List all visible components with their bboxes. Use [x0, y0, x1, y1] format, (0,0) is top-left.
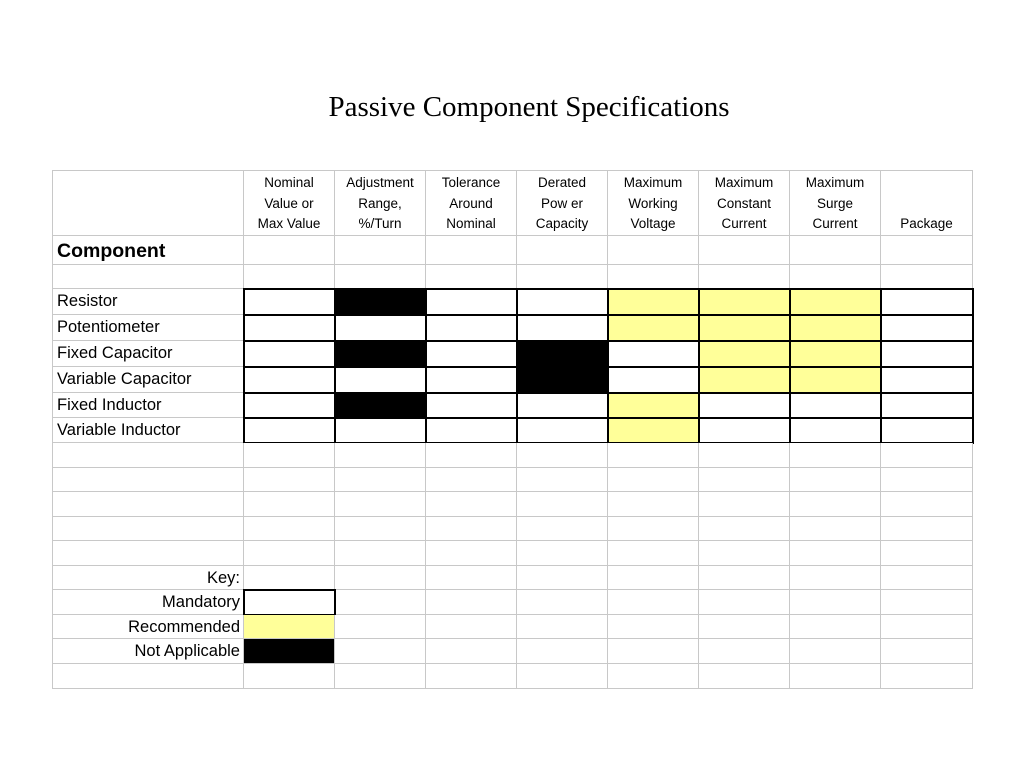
empty-cell	[426, 517, 517, 541]
empty-cell	[335, 468, 426, 492]
empty-cell	[790, 492, 881, 517]
empty-cell	[517, 639, 608, 664]
requirement-cell-recommended	[790, 341, 881, 367]
empty-cell	[699, 443, 790, 468]
empty-cell	[790, 541, 881, 566]
component-name: Variable Inductor	[57, 421, 181, 439]
empty-cell	[608, 468, 699, 492]
component-name: Potentiometer	[57, 318, 160, 336]
requirement-cell-recommended	[608, 418, 699, 443]
requirement-cell-mandatory	[335, 367, 426, 393]
column-header	[335, 170, 426, 236]
requirement-cell-recommended	[790, 315, 881, 341]
column-header-label: Adjustment Range, %/Turn	[346, 175, 414, 231]
requirement-cell-mandatory	[244, 393, 335, 418]
requirement-cell-mandatory	[244, 289, 335, 315]
spec-spreadsheet	[52, 170, 973, 689]
key-swatch-mandatory	[244, 590, 335, 615]
key-swatch-recommended	[244, 615, 335, 639]
empty-cell	[608, 590, 699, 615]
empty-cell	[52, 468, 244, 492]
empty-cell	[790, 590, 881, 615]
empty-cell	[335, 639, 426, 664]
requirement-cell-mandatory	[426, 289, 517, 315]
page-title: Passive Component Specifications	[328, 91, 730, 123]
empty-cell	[790, 517, 881, 541]
empty-cell	[699, 468, 790, 492]
empty-cell	[881, 639, 973, 664]
empty-cell	[699, 541, 790, 566]
component-row-label-cell	[52, 289, 244, 315]
component-row-label-cell	[52, 341, 244, 367]
header-corner-cell	[52, 170, 244, 236]
empty-cell	[426, 468, 517, 492]
empty-cell	[881, 468, 973, 492]
empty-cell	[52, 541, 244, 566]
requirement-cell-mandatory	[244, 315, 335, 341]
key-swatch-not-applicable	[244, 639, 335, 664]
requirement-cell-mandatory	[881, 367, 973, 393]
requirement-cell-mandatory	[881, 289, 973, 315]
empty-cell	[790, 566, 881, 590]
empty-cell	[517, 541, 608, 566]
empty-cell	[335, 236, 426, 265]
requirement-cell-recommended	[699, 341, 790, 367]
component-row-label-cell	[52, 367, 244, 393]
empty-cell	[426, 541, 517, 566]
key-label-cell	[52, 590, 244, 615]
requirement-cell-recommended	[699, 315, 790, 341]
empty-cell	[52, 443, 244, 468]
empty-cell	[699, 236, 790, 265]
empty-cell	[608, 639, 699, 664]
empty-cell	[881, 236, 973, 265]
requirement-cell-mandatory	[426, 315, 517, 341]
empty-cell	[608, 615, 699, 639]
requirement-cell-mandatory	[517, 393, 608, 418]
column-header-label: Maximum Constant Current	[714, 175, 774, 231]
empty-cell	[790, 664, 881, 689]
empty-cell	[426, 492, 517, 517]
empty-cell	[426, 664, 517, 689]
empty-cell	[699, 492, 790, 517]
empty-cell	[52, 517, 244, 541]
empty-cell	[790, 468, 881, 492]
empty-cell	[335, 590, 426, 615]
requirement-cell-mandatory	[426, 367, 517, 393]
empty-cell	[426, 639, 517, 664]
empty-cell	[517, 265, 608, 289]
empty-cell	[517, 566, 608, 590]
requirement-cell-not-applicable	[517, 341, 608, 367]
empty-cell	[608, 492, 699, 517]
requirement-cell-mandatory	[790, 393, 881, 418]
requirement-cell-not-applicable	[335, 393, 426, 418]
requirement-cell-mandatory	[699, 393, 790, 418]
column-header-label: Derated Pow er Capacity	[535, 175, 589, 231]
component-name: Variable Capacitor	[57, 370, 192, 388]
empty-cell	[244, 541, 335, 566]
empty-cell	[426, 236, 517, 265]
empty-cell	[790, 639, 881, 664]
component-name: Fixed Capacitor	[57, 344, 173, 362]
requirement-cell-recommended	[608, 289, 699, 315]
empty-cell	[335, 443, 426, 468]
column-header	[244, 170, 335, 236]
empty-cell	[517, 443, 608, 468]
requirement-cell-mandatory	[426, 393, 517, 418]
empty-cell	[790, 236, 881, 265]
requirement-cell-recommended	[790, 367, 881, 393]
column-header-label: Maximum Surge Current	[805, 175, 865, 231]
empty-cell	[335, 566, 426, 590]
empty-cell	[881, 615, 973, 639]
empty-cell	[426, 615, 517, 639]
component-row-label-cell	[52, 393, 244, 418]
empty-cell	[52, 265, 244, 289]
empty-cell	[608, 443, 699, 468]
empty-cell	[426, 566, 517, 590]
requirement-cell-recommended	[790, 289, 881, 315]
key-title: Key:	[206, 569, 240, 587]
column-header-label: Package	[900, 215, 953, 231]
column-header	[608, 170, 699, 236]
empty-cell	[699, 265, 790, 289]
empty-cell	[335, 265, 426, 289]
empty-cell	[244, 566, 335, 590]
requirement-cell-mandatory	[335, 418, 426, 443]
component-name: Fixed Inductor	[57, 396, 162, 414]
requirement-cell-mandatory	[881, 418, 973, 443]
requirement-cell-not-applicable	[335, 289, 426, 315]
requirement-cell-mandatory	[699, 418, 790, 443]
requirement-cell-mandatory	[244, 341, 335, 367]
key-label: Recommended	[128, 618, 240, 636]
requirement-cell-not-applicable	[335, 341, 426, 367]
component-heading-cell	[52, 236, 244, 265]
key-label-cell	[52, 615, 244, 639]
empty-cell	[881, 443, 973, 468]
empty-cell	[244, 664, 335, 689]
empty-cell	[426, 443, 517, 468]
requirement-cell-not-applicable	[517, 367, 608, 393]
empty-cell	[244, 443, 335, 468]
empty-cell	[608, 541, 699, 566]
empty-cell	[517, 615, 608, 639]
requirement-cell-mandatory	[426, 341, 517, 367]
empty-cell	[517, 590, 608, 615]
empty-cell	[881, 492, 973, 517]
requirement-cell-recommended	[608, 393, 699, 418]
requirement-cell-mandatory	[426, 418, 517, 443]
component-row-label-cell	[52, 418, 244, 443]
requirement-cell-mandatory	[517, 315, 608, 341]
requirement-cell-mandatory	[608, 367, 699, 393]
empty-cell	[881, 541, 973, 566]
empty-cell	[335, 492, 426, 517]
empty-cell	[335, 664, 426, 689]
component-name: Resistor	[57, 292, 118, 310]
empty-cell	[244, 265, 335, 289]
empty-cell	[790, 443, 881, 468]
requirement-cell-mandatory	[244, 418, 335, 443]
empty-cell	[335, 615, 426, 639]
empty-cell	[517, 492, 608, 517]
column-header	[790, 170, 881, 236]
column-header	[517, 170, 608, 236]
empty-cell	[426, 265, 517, 289]
column-header	[699, 170, 790, 236]
empty-cell	[699, 517, 790, 541]
requirement-cell-mandatory	[881, 341, 973, 367]
key-label-cell	[52, 639, 244, 664]
empty-cell	[608, 517, 699, 541]
empty-cell	[517, 236, 608, 265]
empty-cell	[608, 664, 699, 689]
requirement-cell-mandatory	[517, 418, 608, 443]
empty-cell	[881, 566, 973, 590]
empty-cell	[608, 265, 699, 289]
empty-cell	[335, 517, 426, 541]
key-title-cell	[52, 566, 244, 590]
empty-cell	[52, 492, 244, 517]
empty-cell	[699, 590, 790, 615]
empty-cell	[699, 566, 790, 590]
empty-cell	[244, 492, 335, 517]
empty-cell	[699, 639, 790, 664]
requirement-cell-recommended	[699, 367, 790, 393]
empty-cell	[608, 236, 699, 265]
component-row-label-cell	[52, 315, 244, 341]
empty-cell	[608, 566, 699, 590]
requirement-cell-mandatory	[881, 393, 973, 418]
empty-cell	[335, 541, 426, 566]
empty-cell	[699, 664, 790, 689]
requirement-cell-mandatory	[608, 341, 699, 367]
requirement-cell-mandatory	[790, 418, 881, 443]
empty-cell	[881, 265, 973, 289]
requirement-cell-mandatory	[244, 367, 335, 393]
component-heading: Component	[57, 240, 166, 262]
empty-cell	[790, 265, 881, 289]
empty-cell	[517, 517, 608, 541]
requirement-cell-mandatory	[881, 315, 973, 341]
empty-cell	[881, 664, 973, 689]
empty-cell	[699, 615, 790, 639]
empty-cell	[244, 236, 335, 265]
requirement-cell-recommended	[699, 289, 790, 315]
key-label: Not Applicable	[134, 642, 240, 660]
column-header	[881, 170, 973, 236]
column-header-label: Maximum Working Voltage	[623, 175, 683, 231]
empty-cell	[244, 468, 335, 492]
requirement-cell-mandatory	[517, 289, 608, 315]
empty-cell	[517, 468, 608, 492]
requirement-cell-recommended	[608, 315, 699, 341]
requirement-cell-mandatory	[335, 315, 426, 341]
empty-cell	[790, 615, 881, 639]
column-header-label: Tolerance Around Nominal	[441, 175, 501, 231]
empty-cell	[52, 664, 244, 689]
empty-cell	[244, 517, 335, 541]
empty-cell	[517, 664, 608, 689]
column-header	[426, 170, 517, 236]
key-label: Mandatory	[162, 593, 240, 611]
empty-cell	[881, 590, 973, 615]
empty-cell	[881, 517, 973, 541]
empty-cell	[426, 590, 517, 615]
column-header-label: Nominal Value or Max Value	[257, 175, 321, 231]
